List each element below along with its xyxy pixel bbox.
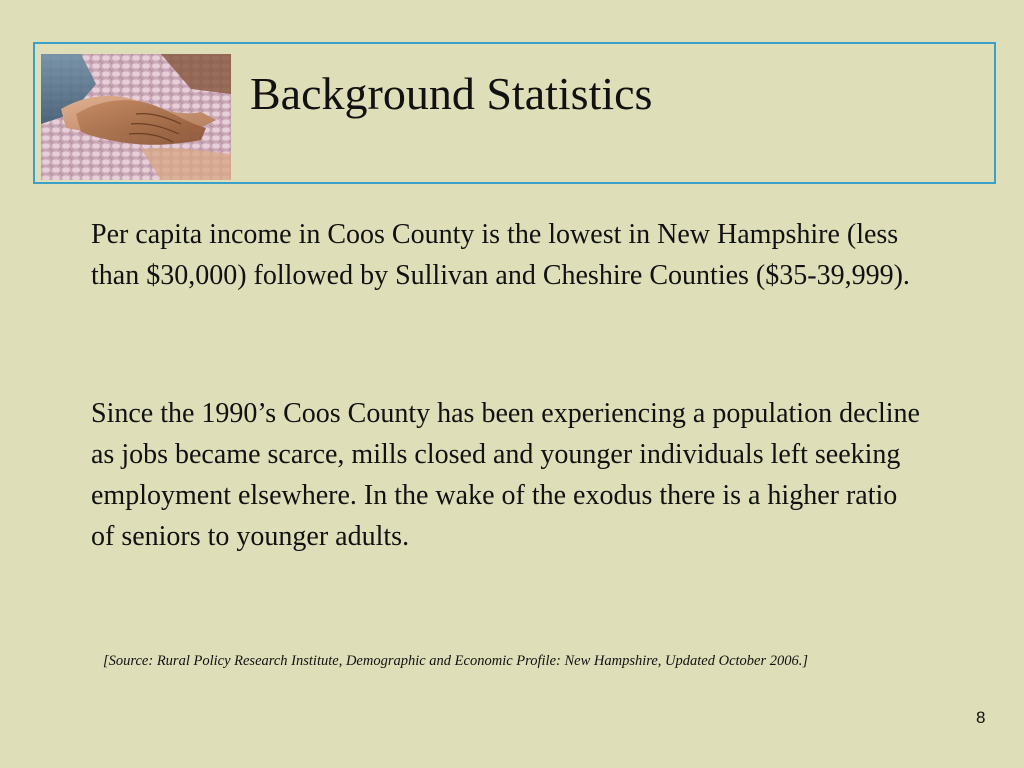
page-number: 8 bbox=[976, 708, 986, 727]
paragraph-population: Since the 1990’s Coos County has been experiencing a population decline as jobs became scarce, mills closed and younger individuals left seeking employment elsewhere. In the wake of the exodus there is a higher ratio of seniors to younger adults. bbox=[91, 398, 920, 552]
source-citation: [Source: Rural Policy Research Institute, Demographic and Economic Profile: New Hampshire, Updated October 2006.] bbox=[103, 653, 808, 669]
slide-title: Background Statistics bbox=[250, 68, 653, 119]
paragraph-income: Per capita income in Coos County is the lowest in New Hampshire (less than $30,000) followed by Sullivan and Cheshire Counties ($35-39,999). bbox=[91, 219, 910, 291]
holding-hands-photo bbox=[41, 54, 231, 180]
